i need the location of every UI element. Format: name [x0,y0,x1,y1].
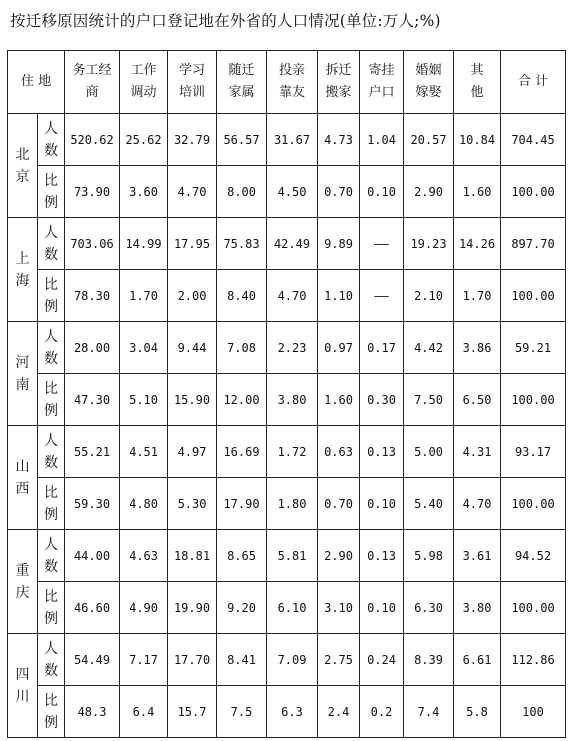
row-label-char: 人 [44,328,58,345]
table-row [8,686,566,738]
province-name [8,218,38,322]
table-cell: 20.57 [404,114,454,166]
table-cell: 19.23 [404,218,454,270]
table-cell: 1.04 [360,114,404,166]
table-cell: 4.70 [267,270,318,322]
table-cell: 2.4 [318,686,360,738]
table-cell: 6.30 [404,582,454,634]
corner-label: 住 地 [8,51,65,114]
table-cell: 5.8 [454,686,501,738]
province-char: 河 [15,354,30,371]
table-cell: 7.4 [404,686,454,738]
table-row [8,218,566,270]
province-char: 南 [15,376,30,393]
table-row [8,114,566,166]
table-cell: 0.13 [360,426,404,478]
province-char: 庆 [15,584,30,601]
row-label-count [38,426,65,478]
row-label-count [38,530,65,582]
table-cell: 0.30 [360,374,404,426]
table-cell: 4.31 [454,426,501,478]
table-cell: 4.90 [120,582,168,634]
table-cell: 3.86 [454,322,501,374]
table-cell: 8.40 [217,270,267,322]
table-cell: 25.62 [120,114,168,166]
table-cell: 15.7 [168,686,217,738]
column-header [267,51,318,114]
row-label-char: 数 [44,558,58,575]
table-cell: —— [360,270,404,322]
table-row [8,270,566,322]
row-label-char: 人 [44,224,58,241]
table-row [8,374,566,426]
row-label-char: 数 [44,454,58,471]
table-cell: 1.10 [318,270,360,322]
table-row [8,530,566,582]
table-cell: 59.21 [501,322,566,374]
column-header-line: 他 [470,85,484,100]
table-row [8,634,566,686]
table-cell: 703.06 [65,218,120,270]
row-label-char: 例 [44,714,58,731]
table-cell: 8.39 [404,634,454,686]
table-cell: 31.67 [267,114,318,166]
table-cell: 14.99 [120,218,168,270]
column-header-line: 培训 [179,85,206,100]
table-title: 按迁移原因统计的户口登记地在外省的人口情况(单位:万人;%) [10,12,441,30]
table-cell: 12.00 [217,374,267,426]
row-label-char: 例 [44,194,58,211]
table-cell: 5.30 [168,478,217,530]
column-header-line: 户口 [368,85,395,100]
table-cell: 0.17 [360,322,404,374]
column-header-line: 投亲 [279,63,306,78]
row-label-count [38,218,65,270]
table-cell: 2.90 [318,530,360,582]
row-label-char: 比 [44,380,58,397]
table-cell: 4.63 [120,530,168,582]
row-label-count [38,114,65,166]
table-cell: 9.44 [168,322,217,374]
table-cell: 100 [501,686,566,738]
province-name [8,114,38,218]
table-cell: 4.73 [318,114,360,166]
table-cell: 1.60 [318,374,360,426]
table-cell: 704.45 [501,114,566,166]
table-cell: 3.10 [318,582,360,634]
table-cell: 2.10 [404,270,454,322]
table-cell: 5.10 [120,374,168,426]
table-cell: 1.80 [267,478,318,530]
column-header [168,51,217,114]
table-cell: 6.61 [454,634,501,686]
table-cell: 7.09 [267,634,318,686]
province-name [8,634,38,738]
table-cell: 0.2 [360,686,404,738]
table-cell: 56.57 [217,114,267,166]
row-label-char: 比 [44,484,58,501]
column-header-line: 合 计 [517,74,549,89]
row-label-count [38,634,65,686]
province-name [8,530,38,634]
row-label-ratio [38,686,65,738]
row-label-char: 数 [44,246,58,263]
row-label-ratio [38,478,65,530]
row-label-char: 例 [44,298,58,315]
row-label-count [38,322,65,374]
row-label-char: 数 [44,350,58,367]
table-row [8,322,566,374]
table-cell: 112.86 [501,634,566,686]
table-cell: 7.50 [404,374,454,426]
province-char: 西 [15,480,30,497]
table-cell: 4.50 [267,166,318,218]
table-cell: 10.84 [454,114,501,166]
column-header [404,51,454,114]
table-cell: 93.17 [501,426,566,478]
province-char: 山 [15,458,30,475]
table-cell: 4.80 [120,478,168,530]
column-header-line: 搬家 [325,85,352,100]
table-cell: 32.79 [168,114,217,166]
row-label-char: 比 [44,172,58,189]
table-row [8,426,566,478]
table-cell: 100.00 [501,478,566,530]
row-label-ratio [38,582,65,634]
table-cell: 44.00 [65,530,120,582]
table-cell: 28.00 [65,322,120,374]
province-char: 北 [15,146,30,163]
province-char: 四 [15,666,30,683]
table-cell: 100.00 [501,582,566,634]
table-cell: 3.80 [454,582,501,634]
table-cell: 6.10 [267,582,318,634]
table-cell: 59.30 [65,478,120,530]
column-header [360,51,404,114]
table-row [8,582,566,634]
province-char: 海 [15,272,30,289]
row-label-ratio [38,166,65,218]
row-label-ratio [38,270,65,322]
column-header-line: 调动 [130,85,157,100]
table-cell: 2.75 [318,634,360,686]
table-cell: 100.00 [501,270,566,322]
table-cell: 0.13 [360,530,404,582]
table-cell: 4.42 [404,322,454,374]
table-cell: 1.60 [454,166,501,218]
table-cell: 15.90 [168,374,217,426]
table-cell: 1.70 [120,270,168,322]
row-label-char: 比 [44,692,58,709]
table-cell: 9.20 [217,582,267,634]
row-label-char: 例 [44,610,58,627]
table-cell: 897.70 [501,218,566,270]
table-cell: 4.51 [120,426,168,478]
column-header-line: 婚姻 [415,63,442,78]
table-cell: 17.90 [217,478,267,530]
table-cell: 5.00 [404,426,454,478]
table-cell: 94.52 [501,530,566,582]
column-header-line: 商 [85,85,99,100]
table-cell: 2.90 [404,166,454,218]
table-cell: 5.40 [404,478,454,530]
table-cell: 8.00 [217,166,267,218]
header-row [8,51,566,114]
table-cell: 5.98 [404,530,454,582]
table-row [8,166,566,218]
table-cell: 0.70 [318,166,360,218]
column-header [217,51,267,114]
table-cell: 0.97 [318,322,360,374]
table-cell: 2.00 [168,270,217,322]
table-cell: 42.49 [267,218,318,270]
table-cell: 17.70 [168,634,217,686]
table-cell: 3.60 [120,166,168,218]
column-header [120,51,168,114]
table-cell: 3.61 [454,530,501,582]
table-cell: 0.10 [360,166,404,218]
column-header [318,51,360,114]
province-name [8,322,38,426]
table-cell: 18.81 [168,530,217,582]
table-cell: 78.30 [65,270,120,322]
province-name [8,426,38,530]
table-cell: 520.62 [65,114,120,166]
table-cell: 6.4 [120,686,168,738]
table-cell: 4.97 [168,426,217,478]
table-cell: 4.70 [454,478,501,530]
table-cell: 8.41 [217,634,267,686]
table-cell: 47.30 [65,374,120,426]
province-char: 川 [15,688,30,705]
table-cell: 9.89 [318,218,360,270]
table-cell: 0.10 [360,582,404,634]
row-label-char: 例 [44,402,58,419]
column-header-line: 工作 [130,63,157,78]
column-header [65,51,120,114]
table-cell: 8.65 [217,530,267,582]
province-char: 上 [15,250,30,267]
migration-table [7,50,566,738]
table-cell: 75.83 [217,218,267,270]
column-header-line: 嫁娶 [415,85,442,100]
table-cell: 3.04 [120,322,168,374]
table-cell: 54.49 [65,634,120,686]
column-header [454,51,501,114]
table-cell: 5.81 [267,530,318,582]
column-header-line: 务工经 [72,63,112,78]
table-cell: 3.80 [267,374,318,426]
row-label-ratio [38,374,65,426]
table-cell: 0.70 [318,478,360,530]
row-label-char: 人 [44,536,58,553]
row-label-char: 比 [44,276,58,293]
row-label-char: 例 [44,506,58,523]
table-cell: 0.63 [318,426,360,478]
table-cell: 16.69 [217,426,267,478]
table-cell: 7.5 [217,686,267,738]
table-cell: 17.95 [168,218,217,270]
row-label-char: 比 [44,588,58,605]
row-label-char: 数 [44,142,58,159]
table-cell: 46.60 [65,582,120,634]
row-label-char: 人 [44,120,58,137]
column-header-line: 寄挂 [368,63,395,78]
table-cell: 73.90 [65,166,120,218]
table-cell: 19.90 [168,582,217,634]
table-cell: 100.00 [501,374,566,426]
column-header-line: 学习 [179,63,206,78]
table-cell: 14.26 [454,218,501,270]
table-cell: —— [360,218,404,270]
table-row [8,478,566,530]
province-char: 京 [15,168,30,185]
column-header-line: 其 [470,63,484,78]
table-cell: 48.3 [65,686,120,738]
table-cell: 0.24 [360,634,404,686]
table-cell: 2.23 [267,322,318,374]
table-cell: 6.50 [454,374,501,426]
row-label-char: 人 [44,640,58,657]
table-cell: 1.72 [267,426,318,478]
column-header [501,51,566,114]
column-header-line: 家属 [228,85,255,100]
column-header-line: 拆迁 [325,63,352,78]
column-header-line: 随迁 [228,63,255,78]
row-label-char: 数 [44,662,58,679]
table-cell: 6.3 [267,686,318,738]
table-cell: 1.70 [454,270,501,322]
row-label-char: 人 [44,432,58,449]
column-header-line: 靠友 [279,85,306,100]
table-cell: 100.00 [501,166,566,218]
table-cell: 7.08 [217,322,267,374]
province-char: 重 [15,562,30,579]
table-cell: 7.17 [120,634,168,686]
table-cell: 55.21 [65,426,120,478]
table-cell: 0.10 [360,478,404,530]
table-cell: 4.70 [168,166,217,218]
